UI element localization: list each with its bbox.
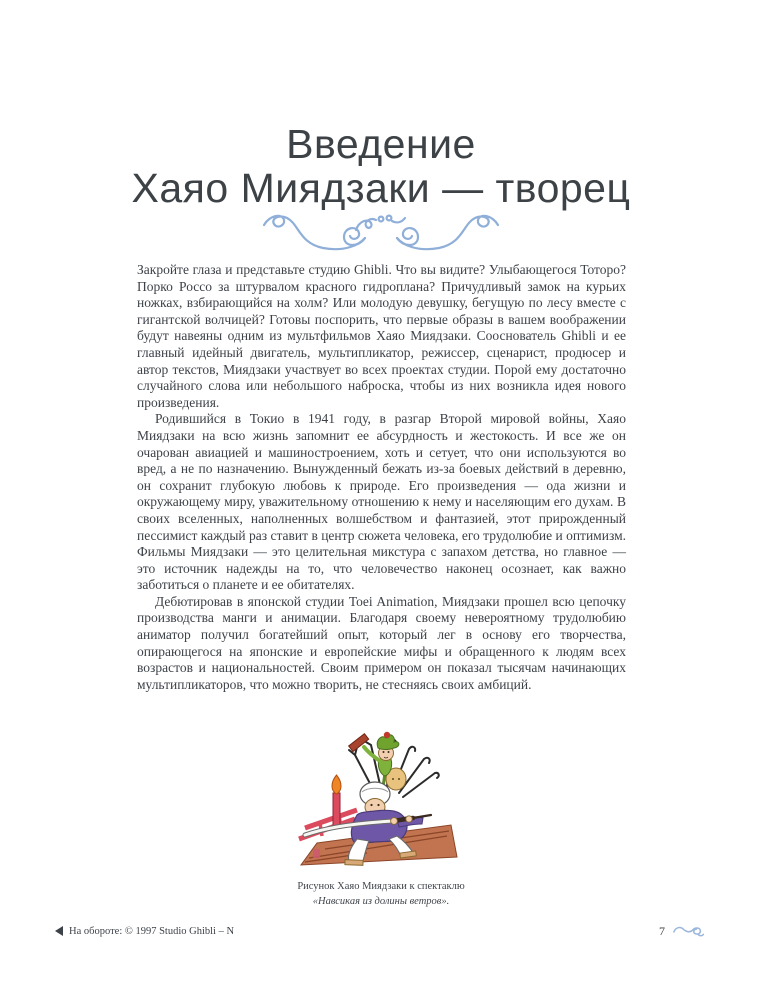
miyazaki-stage-sketch-illustration bbox=[297, 731, 465, 867]
flourish-swirl-icon bbox=[261, 210, 501, 258]
figure-block bbox=[0, 731, 762, 909]
page-footer bbox=[55, 921, 704, 941]
small-swirl-icon bbox=[672, 923, 704, 939]
chapter-subtitle: Хаяо Миядзаки — творец bbox=[131, 165, 631, 211]
paragraph: Дебютировав в японской студии Toei Animation, Миядзаки прошел всю цепочку производства манги и анимации. Благодаря своему невероятному трудолюбию аниматор получил богатейший опыт, который лег в основу его творчества, опирающегося на японские и европейские мифы и обращенного к людям всех возрастов и национальностей. Своим примером он показал тысячам начинающих мультипликаторов, что можно творить, не стесняясь своих амбиций. bbox=[137, 593, 626, 692]
paragraph: Родившийся в Токио в 1941 году, в разгар Второй мировой войны, Хаяо Миядзаки на всю жизнь запомнит ее абсурдность и жестокость. И все же он очарован авиацией и машиностроением, хоть и сетует, что они используются во вред, а не по назначению. Вынужденный бежать из-за боевых действий в деревню, он сохранит глубокую любовь к природе. Его произведения — ода жизни и окружающему миру, уважительному отношению к нему и населяющим его духам. В своих вселенных, наполненных волшебством и фантазией, этот прирожденный пессимист каждый раз ставит в центр сюжета человека, его трудолюбие и оптимизм. Фильмы Миядзаки — это целительная микстура с запахом детства, но главное — это источник надежды на то, что человечество наконец осознает, как важно заботиться о планете и ее обитателях. bbox=[137, 411, 626, 593]
figure-caption-line1: Рисунок Хаяо Миядзаки к спектаклю bbox=[297, 881, 465, 892]
body-text-block bbox=[137, 262, 626, 693]
page-number: 7 bbox=[659, 923, 665, 938]
header-ornament bbox=[0, 210, 762, 263]
figure-caption-line2: «Навсикая из долины ветров». bbox=[312, 896, 450, 907]
back-note-text: На обороте: © 1997 Studio Ghibli – N bbox=[69, 925, 235, 937]
chapter-header bbox=[0, 122, 762, 210]
left-triangle-icon bbox=[55, 926, 63, 936]
paragraph: Закройте глаза и представьте студию Ghibli. Что вы видите? Улыбающегося Тоторо? Порко Россо за штурвалом красного гидроплана? Причудливый замок на курьих ножках, взбирающийся на холм? Или молодую девушку, бегущую по лесу вместе с гигантской волчицей? Готовы поспорить, что первые образы в вашем воображении будут навеяны одним из мультфильмов Хаяо Миядзаки. Сооснователь Ghibli и ее главный идейный двигатель, мультипликатор, режиссер, сценарист, продюсер и автор текстов, Миядзаки участвует во всех проектах студии. Порой ему достаточно случайного слова или небольшого наброска, чтобы из них возникла идея нового произведения. bbox=[137, 262, 626, 410]
footer-pagination bbox=[659, 923, 704, 939]
figure-caption bbox=[0, 879, 762, 909]
chapter-title: Введение bbox=[286, 121, 476, 167]
footer-credit bbox=[55, 926, 234, 937]
